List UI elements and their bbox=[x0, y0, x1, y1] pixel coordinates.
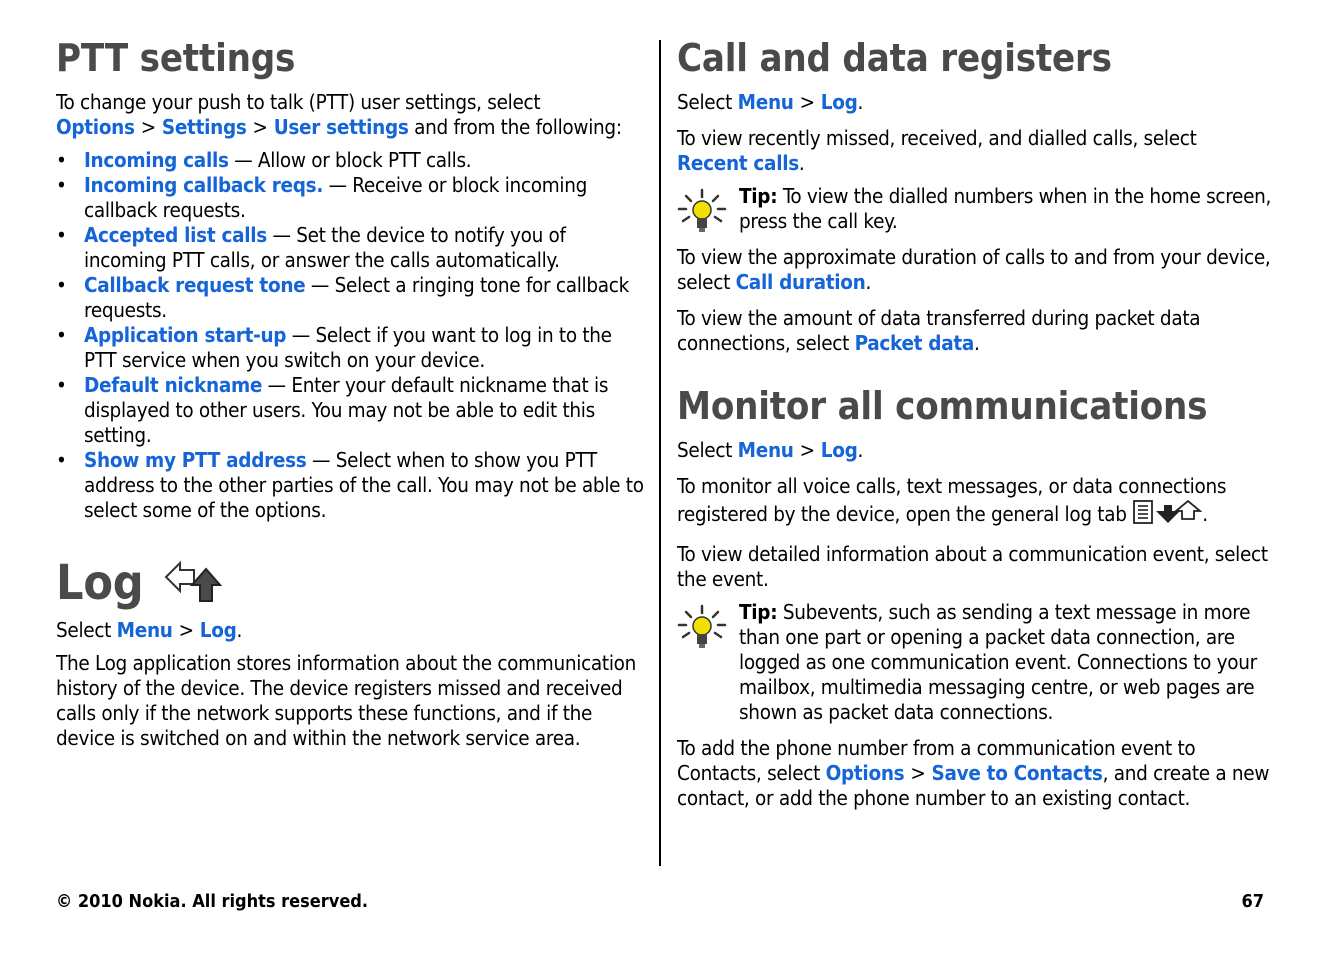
list-item bbox=[56, 173, 646, 223]
column-divider bbox=[659, 40, 661, 866]
log-description: The Log application stores information about the communication history of the device. The device registers missed and received calls only if the network supports these functions, and if the device is switched on and within the network service area. bbox=[56, 650, 637, 750]
tip-box bbox=[677, 184, 1277, 234]
item-desc: — Set the device to notify you of incoming PTT calls, or answer the calls automatically. bbox=[84, 222, 566, 272]
item-desc: — Select if you want to log in to the PTT service when you switch on your device. bbox=[84, 322, 612, 372]
menu-link[interactable]: Menu bbox=[737, 89, 794, 114]
tip-body: To view the dialled numbers when in the home screen, press the call key. bbox=[739, 183, 1272, 233]
copyright-footer: © 2010 Nokia. All rights reserved. bbox=[56, 891, 369, 912]
tip-body: Subevents, such as sending a text message in more than one part or opening a packet data connection, are logged as one communication event. Connections to your mailbox, multimedia messaging centre, or web pages are shown as packet data connections. bbox=[739, 599, 1257, 724]
call-duration-link[interactable]: Call duration bbox=[735, 269, 866, 294]
menu-link[interactable]: Menu bbox=[116, 617, 173, 642]
recent-calls-paragraph: To view recently missed, received, and dialled calls, select Recent calls. bbox=[677, 125, 1197, 175]
save-to-contacts-link[interactable]: Save to Contacts bbox=[931, 760, 1103, 785]
tip-label: Tip: bbox=[739, 599, 778, 624]
tip-label: Tip: bbox=[739, 183, 778, 208]
log-heading-row bbox=[56, 554, 646, 611]
right-column bbox=[677, 0, 1277, 811]
list-item bbox=[56, 323, 646, 373]
packet-data-paragraph: To view the amount of data transferred during packet data connections, select Packet data. bbox=[677, 305, 1201, 355]
recent-calls-link[interactable]: Recent calls bbox=[677, 150, 799, 175]
left-column bbox=[56, 0, 646, 751]
detail-paragraph: To view detailed information about a communication event, select the event. bbox=[677, 541, 1268, 591]
tip-box bbox=[677, 600, 1277, 725]
list-item bbox=[56, 223, 646, 273]
item-desc: — Allow or block PTT calls. bbox=[228, 147, 472, 172]
monitor-paragraph: To monitor all voice calls, text messages, or data connections registered by the device, open the general log tab . bbox=[677, 474, 1277, 531]
log-arrows-icon bbox=[162, 557, 224, 609]
incoming-calls-link[interactable]: Incoming calls bbox=[84, 147, 229, 172]
add-text: To add the phone number from a communication event to Contacts, select bbox=[677, 735, 1196, 785]
log-heading: Log bbox=[56, 554, 144, 611]
monitor-communications-heading: Monitor all communications bbox=[677, 383, 1208, 428]
callback-request-tone-link[interactable]: Callback request tone bbox=[84, 272, 306, 297]
ptt-settings-heading: PTT settings bbox=[56, 36, 296, 80]
log-link[interactable]: Log bbox=[820, 437, 858, 462]
ptt-intro-tail: and from the following: bbox=[408, 114, 622, 139]
application-startup-link[interactable]: Application start-up bbox=[84, 322, 287, 347]
menu-link[interactable]: Menu bbox=[737, 437, 794, 462]
monitor-select-line: Select Menu > Log. bbox=[677, 437, 864, 462]
ptt-intro: To change your push to talk (PTT) user settings, select Options > Settings > User settings and from the following: bbox=[56, 89, 622, 139]
duration-text: To view the approximate duration of calls to and from your device, select bbox=[677, 244, 1271, 294]
tip-text bbox=[739, 600, 1277, 725]
select-text: Select bbox=[56, 617, 117, 642]
tip-text bbox=[739, 184, 1277, 234]
log-link[interactable]: Log bbox=[199, 617, 237, 642]
tip-bulb-icon bbox=[677, 188, 727, 234]
settings-link[interactable]: Settings bbox=[161, 114, 247, 139]
general-log-tab-icon bbox=[1132, 499, 1202, 531]
item-desc: — Select when to show you PTT address to the other parties of the call. You may not be able to select some of the options. bbox=[84, 447, 644, 522]
ptt-options-list bbox=[56, 148, 646, 523]
item-desc: — Select a ringing tone for callback requests. bbox=[84, 272, 629, 322]
user-settings-link[interactable]: User settings bbox=[273, 114, 409, 139]
show-ptt-address-link[interactable]: Show my PTT address bbox=[84, 447, 307, 472]
monitor-text: To monitor all voice calls, text messages, or data connections registered by the device, open the general log tab bbox=[677, 473, 1227, 526]
call-duration-paragraph: To view the approximate duration of calls to and from your device, select Call duration. bbox=[677, 244, 1271, 294]
list-item bbox=[56, 373, 646, 448]
incoming-callback-link[interactable]: Incoming callback reqs. bbox=[84, 172, 324, 197]
select-text: Select bbox=[677, 437, 738, 462]
options-link[interactable]: Options bbox=[56, 114, 135, 139]
log-select-line: Select Menu > Log. bbox=[56, 617, 243, 642]
packet-text: To view the amount of data transferred during packet data connections, select bbox=[677, 305, 1201, 355]
list-item bbox=[56, 148, 646, 173]
ptt-intro-text: To change your push to talk (PTT) user settings, select bbox=[56, 89, 541, 114]
page-number: 67 bbox=[1241, 891, 1264, 912]
select-text: Select bbox=[677, 89, 738, 114]
log-link[interactable]: Log bbox=[820, 89, 858, 114]
call-data-registers-heading: Call and data registers bbox=[677, 36, 1112, 80]
default-nickname-link[interactable]: Default nickname bbox=[84, 372, 263, 397]
accepted-list-calls-link[interactable]: Accepted list calls bbox=[84, 222, 267, 247]
packet-data-link[interactable]: Packet data bbox=[854, 330, 975, 355]
tip-bulb-icon bbox=[677, 604, 727, 650]
item-desc: — Receive or block incoming callback requests. bbox=[84, 172, 588, 222]
add-tail: , and create a new contact, or add the phone number to an existing contact. bbox=[677, 760, 1270, 810]
recent-text: To view recently missed, received, and dialled calls, select bbox=[677, 125, 1197, 150]
list-item bbox=[56, 448, 646, 523]
add-contact-paragraph: To add the phone number from a communication event to Contacts, select Options > Save to Contacts, and create a new contact, or add the phone number to an existing contact. bbox=[677, 735, 1270, 810]
list-item bbox=[56, 273, 646, 323]
item-desc: — Enter your default nickname that is displayed to other users. You may not be able to edit this setting. bbox=[84, 372, 609, 447]
cdr-select-line: Select Menu > Log. bbox=[677, 89, 864, 114]
options-link[interactable]: Options bbox=[825, 760, 905, 785]
